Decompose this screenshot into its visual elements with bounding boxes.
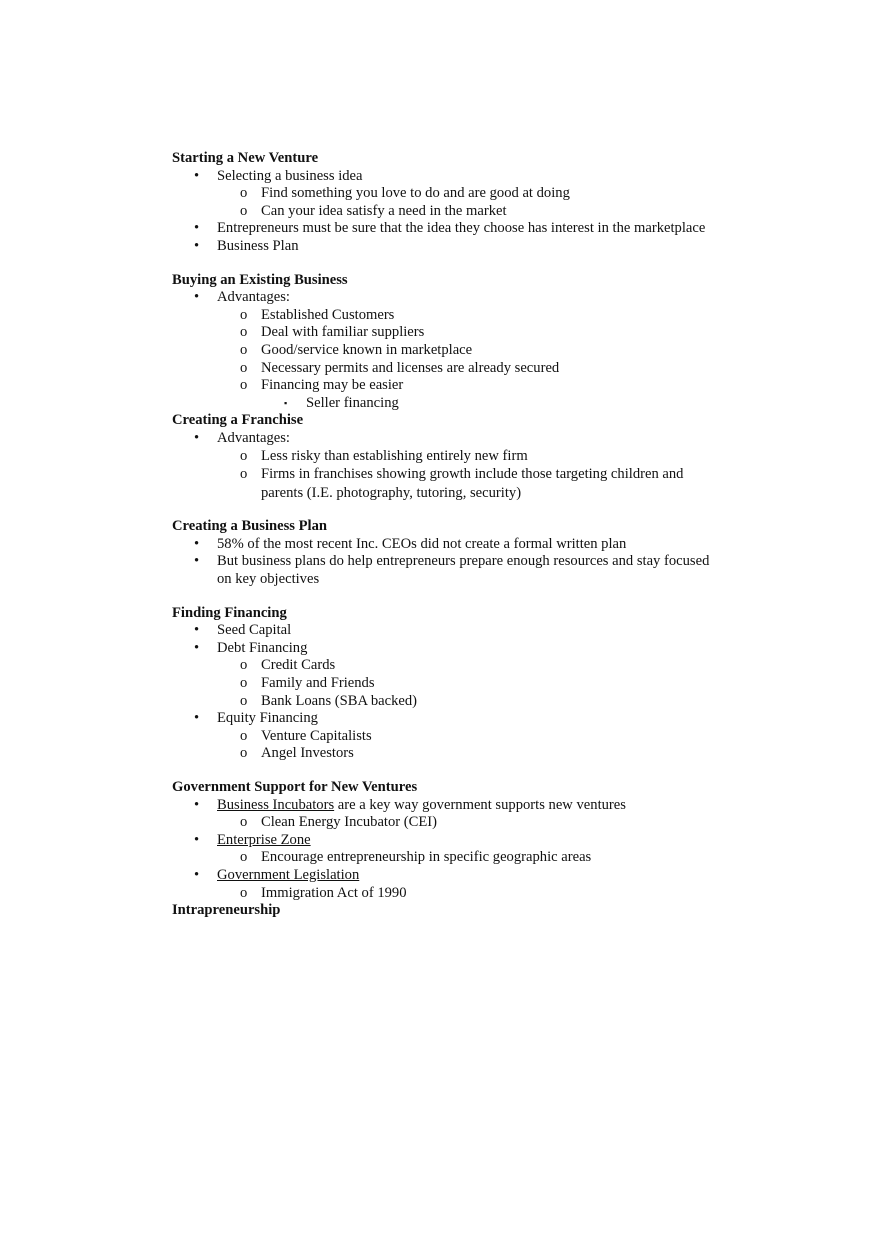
heading-business-plan: Creating a Business Plan <box>172 518 328 535</box>
list-item-text: Business Plan <box>217 237 299 254</box>
list-item-text: Selecting a business idea <box>217 167 363 184</box>
bullet-marker: • <box>194 535 200 552</box>
heading-finding-financing: Finding Financing <box>172 604 287 621</box>
list-item-text: Find something you love to do and are good at doing <box>261 185 570 202</box>
list-item-text: Entrepreneurs must be sure that the idea they choose has interest in the marketplace <box>217 220 706 237</box>
list-item-text: But business plans do help entrepreneurs prepare enough resources and stay focused on key objectives <box>217 553 710 588</box>
list-item-text: Advantages: <box>217 289 290 306</box>
heading-starting-venture: Starting a New Venture <box>172 150 319 166</box>
section-gap <box>172 763 712 779</box>
list-item <box>172 657 712 675</box>
list-item <box>172 693 712 711</box>
circle-marker: o <box>240 675 248 692</box>
list-item <box>172 797 712 815</box>
list-item <box>172 185 712 203</box>
list-item-text: Necessary permits and licenses are already secured <box>261 359 560 376</box>
list-item-text: Clean Energy Incubator (CEI) <box>261 814 438 831</box>
bullet-marker: • <box>194 796 200 813</box>
list-item-text: Less risky than establishing entirely new firm <box>261 447 528 464</box>
list-item-text: Seller financing <box>306 394 399 411</box>
circle-marker: o <box>240 202 248 219</box>
list-item <box>172 395 712 413</box>
list-item-text: Credit Cards <box>261 657 336 674</box>
bullet-marker: • <box>194 710 200 727</box>
list-item-text: Immigration Act of 1990 <box>261 884 407 901</box>
list-item <box>172 238 712 256</box>
list-item <box>172 430 712 448</box>
list-item-text: Can your idea satisfy a need in the market <box>261 202 507 219</box>
bullet-marker: • <box>194 220 200 237</box>
list-item <box>172 536 712 554</box>
list-item <box>172 360 712 378</box>
square-marker: ▪ <box>284 397 288 408</box>
bullet-marker: • <box>194 289 200 306</box>
list-item <box>172 849 712 867</box>
circle-marker: o <box>240 849 248 866</box>
list-item <box>172 832 712 850</box>
list-item-text: Seed Capital <box>217 622 292 639</box>
list-item <box>172 307 712 325</box>
bullet-marker: • <box>194 639 200 656</box>
list-item <box>172 728 712 746</box>
bullet-marker: • <box>194 831 200 848</box>
list-item-text: Debt Financing <box>217 639 308 656</box>
list-item <box>172 465 712 502</box>
circle-marker: o <box>240 324 248 341</box>
circle-marker: o <box>240 359 248 376</box>
list-item-text: Established Customers <box>261 306 395 323</box>
section-gap <box>172 256 712 272</box>
bullet-marker: • <box>194 237 200 254</box>
list-item-text: Deal with familiar suppliers <box>261 324 425 341</box>
list-item-text: 58% of the most recent Inc. CEOs did not create a formal written plan <box>217 535 627 552</box>
list-item <box>172 710 712 728</box>
circle-marker: o <box>240 657 248 674</box>
heading-intrapreneurship: Intrapreneurship <box>172 902 281 919</box>
list-item-text: Advantages: <box>217 429 290 446</box>
list-item <box>172 377 712 395</box>
list-item-text: Firms in franchises showing growth include those targeting children and parents (I.E. photography, tutoring, security) <box>261 466 684 501</box>
list-item <box>172 324 712 342</box>
list-item <box>172 342 712 360</box>
circle-marker: o <box>240 692 248 709</box>
bullet-marker: • <box>194 622 200 639</box>
circle-marker: o <box>240 727 248 744</box>
list-item <box>172 675 712 693</box>
circle-marker: o <box>240 814 248 831</box>
list-item-text: Good/service known in marketplace <box>261 341 473 358</box>
business-incubators-term: Business Incubators <box>217 796 335 813</box>
list-item <box>172 448 712 466</box>
list-item <box>172 622 712 640</box>
list-item-text: Financing may be easier <box>261 377 404 394</box>
circle-marker: o <box>240 745 248 762</box>
list-item <box>172 220 712 238</box>
list-item-text: Angel Investors <box>261 745 354 762</box>
circle-marker: o <box>240 884 248 901</box>
circle-marker: o <box>240 377 248 394</box>
list-item <box>172 289 712 307</box>
section-gap <box>172 502 712 518</box>
list-item <box>172 885 712 903</box>
bullet-marker: • <box>194 429 200 446</box>
list-item <box>172 745 712 763</box>
bullet-marker: • <box>194 167 200 184</box>
list-item-text: Bank Loans (SBA backed) <box>261 692 418 709</box>
circle-marker: o <box>240 447 248 464</box>
list-item <box>172 168 712 186</box>
circle-marker: o <box>240 341 248 358</box>
bullet-marker: • <box>194 866 200 883</box>
circle-marker: o <box>240 306 248 323</box>
list-item <box>172 814 712 832</box>
enterprise-zone-term: Enterprise Zone <box>217 831 311 848</box>
list-item <box>172 640 712 658</box>
list-item-text: Family and Friends <box>261 675 375 692</box>
list-item <box>172 203 712 221</box>
list-item-text: Venture Capitalists <box>261 727 372 744</box>
list-item <box>172 553 712 588</box>
list-item-text: are a key way government supports new ventures <box>334 796 626 813</box>
heading-government-support: Government Support for New Ventures <box>172 779 418 795</box>
bullet-marker: • <box>194 553 200 570</box>
section-gap <box>172 589 712 605</box>
heading-creating-franchise: Creating a Franchise <box>172 412 304 429</box>
circle-marker: o <box>240 185 248 202</box>
outline-content <box>172 150 712 920</box>
list-item <box>172 867 712 885</box>
circle-marker: o <box>240 466 248 483</box>
government-legislation-term: Government Legislation <box>217 866 360 883</box>
list-item-text: Equity Financing <box>217 710 318 727</box>
heading-buying-business: Buying an Existing Business <box>172 271 348 288</box>
list-item-text: Encourage entrepreneurship in specific geographic areas <box>261 849 592 866</box>
